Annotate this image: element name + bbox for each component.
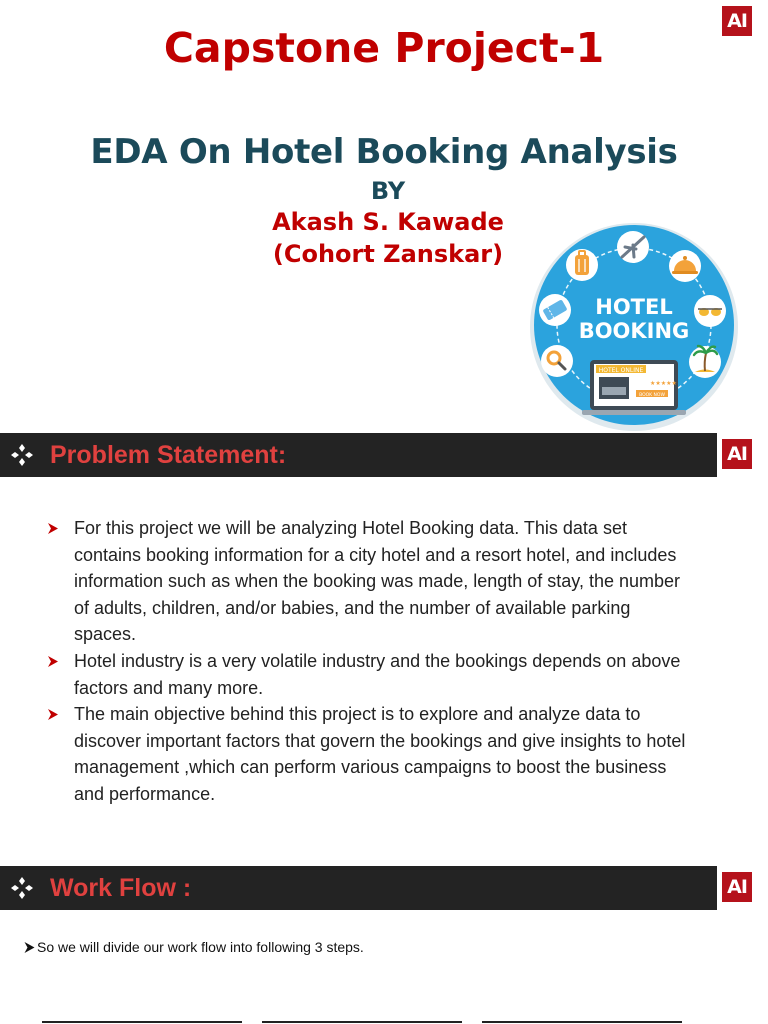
cohort-name: (Cohort Zanskar) [272,240,504,268]
work-flow-header-bar [0,866,717,910]
work-flow-intro [24,939,364,955]
sunglasses-icon [694,295,726,327]
ai-logo: AI [722,439,752,469]
list-item [46,648,686,701]
hotel-booking-emblem [522,222,747,432]
ai-logo: AI [722,6,752,36]
list-item [46,701,686,807]
svg-text:★★★★★: ★★★★★ [650,380,677,387]
problem-statement-heading: Problem Statement: [50,440,287,469]
book-now-button-text: BOOK NOW [639,393,665,398]
arrow-bullet-icon [48,709,58,720]
problem-statement-header-bar [0,433,717,477]
bullet-text: The main objective behind this project is to explore and analyze data to discover important factors that govern the bookings and give insights to hotel management ,which can perform various campaigns to boost the business and performance. [74,704,686,804]
slide-title: Capstone Project-1 [163,24,605,72]
work-flow-heading: Work Flow : [50,873,192,902]
palm-tree-icon [689,346,721,378]
emblem-line2: BOOKING [578,319,690,343]
diamond-bullet-icon [10,443,34,467]
work-flow-intro-text: So we will divide our work flow into following 3 steps. [37,939,364,955]
laptop-screen-text: HOTEL ONLINE [598,367,644,374]
diamond-bullet-icon [10,876,34,900]
emblem-line1: HOTEL [595,295,673,319]
bullet-text: Hotel industry is a very volatile industry and the bookings depends on above factors and many more. [74,650,681,698]
list-item [46,515,686,648]
ticket-icon [539,294,571,326]
arrow-bullet-icon [48,523,58,534]
slide-subtitle: EDA On Hotel Booking Analysis [90,132,678,172]
ai-logo: AI [722,872,752,902]
step-box-top-edge [482,1021,682,1023]
airplane-icon [617,231,649,263]
cloche-icon [669,250,701,282]
arrow-bullet-icon [48,656,58,667]
magnifier-icon [541,345,573,377]
step-box-top-edge [262,1021,462,1023]
laptop-icon [582,360,686,415]
by-label: BY [370,177,406,205]
problem-bullet-list [46,515,686,808]
suitcase-icon [566,249,598,281]
bullet-text: For this project we will be analyzing Hotel Booking data. This data set contains booking information for a city hotel and a resort hotel, and includes information such as when the booking was made, length of stay, the number of adults, children, and/or babies, and the number of available parking spaces. [74,518,681,645]
author-name: Akash S. Kawade [272,208,504,236]
step-box-top-edge [42,1021,242,1023]
arrow-bullet-icon [24,942,35,953]
